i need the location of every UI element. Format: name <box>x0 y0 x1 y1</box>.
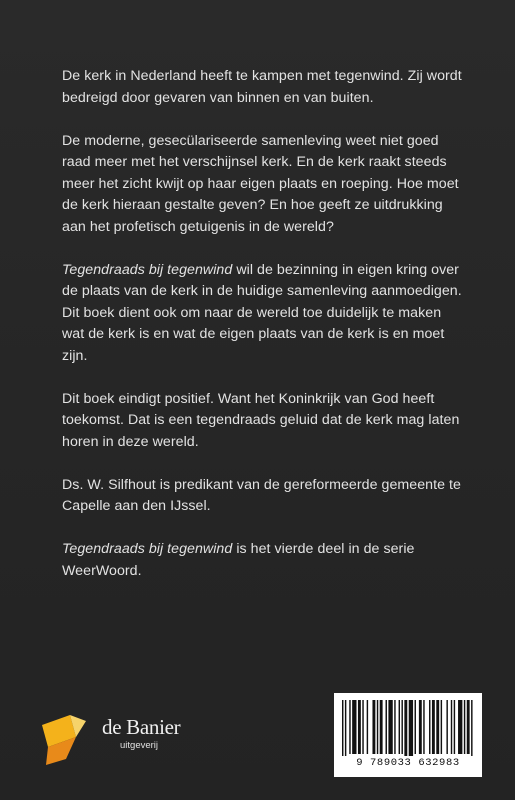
paragraph-4-text: Dit boek eindigt positief. Want het Koninkrijk van God heeft toekomst. Dat is een tegendraads geluid dat de kerk mag laten horen in deze wereld. <box>62 390 460 450</box>
publisher-subtitle: uitgeverij <box>120 740 159 751</box>
isbn-barcode <box>334 693 482 777</box>
paragraph-4 <box>62 389 467 454</box>
barcode-bar <box>345 700 346 756</box>
barcode-bar <box>464 700 465 754</box>
paragraph-6 <box>62 539 467 582</box>
banner-flag-icon <box>36 707 100 767</box>
barcode-bar <box>349 700 350 754</box>
barcode-bar <box>409 700 413 756</box>
barcode-bar <box>367 700 368 754</box>
barcode-digits: 9 789033 632983 <box>356 757 460 769</box>
paragraph-5 <box>62 475 467 518</box>
barcode-bar <box>419 700 422 754</box>
barcode-bar <box>386 700 387 754</box>
paragraph-6-italic: Tegendraads bij tegenwind <box>62 541 233 557</box>
publisher-name: de Banier <box>102 715 181 739</box>
paragraph-3 <box>62 260 467 368</box>
barcode-bar <box>404 700 407 756</box>
barcode-bar <box>415 700 416 754</box>
barcode-bar <box>342 700 343 756</box>
barcode-bar <box>358 700 361 754</box>
barcode-bar <box>352 700 356 754</box>
barcode-bar <box>429 700 430 754</box>
paragraph-3-italic: Tegendraads bij tegenwind <box>62 261 233 278</box>
barcode-bar <box>399 700 400 754</box>
barcode-bar <box>446 700 447 754</box>
paragraph-6-text: is het vierde deel in de serie WeerWoord. <box>62 541 415 579</box>
barcode-bar <box>372 700 375 754</box>
paragraph-1 <box>62 66 467 109</box>
publisher-logo <box>36 707 196 767</box>
barcode-bar <box>362 700 363 754</box>
barcode-bar <box>377 700 378 754</box>
paragraph-2 <box>62 131 467 239</box>
barcode-bar <box>388 700 392 754</box>
barcode-bar <box>454 700 455 754</box>
barcode-bar <box>423 700 424 754</box>
barcode-bar <box>471 700 472 756</box>
barcode-bar <box>432 700 435 754</box>
barcode-bar <box>401 700 402 754</box>
paragraph-3-text: wil de bezinning in eigen kring over de plaats van de kerk in de huidige samenleving aanmoedigen. Dit boek dient ook om naar de wereld toe duidelijk te maken wat de kerk is en wat de eigen plaats van de kerk is en moet zijn. <box>62 261 462 364</box>
paragraph-5-text: Ds. W. Silfhout is predikant van de gereformeerde gemeente te Capelle aan den IJssel. <box>62 476 461 514</box>
barcode-bar <box>467 700 470 754</box>
blurb-text <box>62 66 467 604</box>
barcode-bar <box>436 700 439 754</box>
barcode-bar <box>458 700 462 754</box>
barcode-bar <box>451 700 452 754</box>
barcode-bar <box>394 700 395 754</box>
paragraph-2-text: De moderne, gesecülariseerde samenleving weet niet goed raad meer met het verschijnsel kerk. En de kerk raakt steeds meer het zicht kwijt op haar eigen plaats en roeping. Hoe moet de kerk hieraan gestalte geven? En hoe geeft ze uitdrukking aan het profetisch getuigenis in de wereld? <box>62 132 459 235</box>
barcode-bar <box>441 700 442 754</box>
barcode-bar <box>380 700 383 754</box>
paragraph-1-text: De kerk in Nederland heeft te kampen met tegenwind. Zij wordt bedreigd door gevaren van binnen en van buiten. <box>62 68 462 106</box>
barcode-bars <box>342 700 474 756</box>
